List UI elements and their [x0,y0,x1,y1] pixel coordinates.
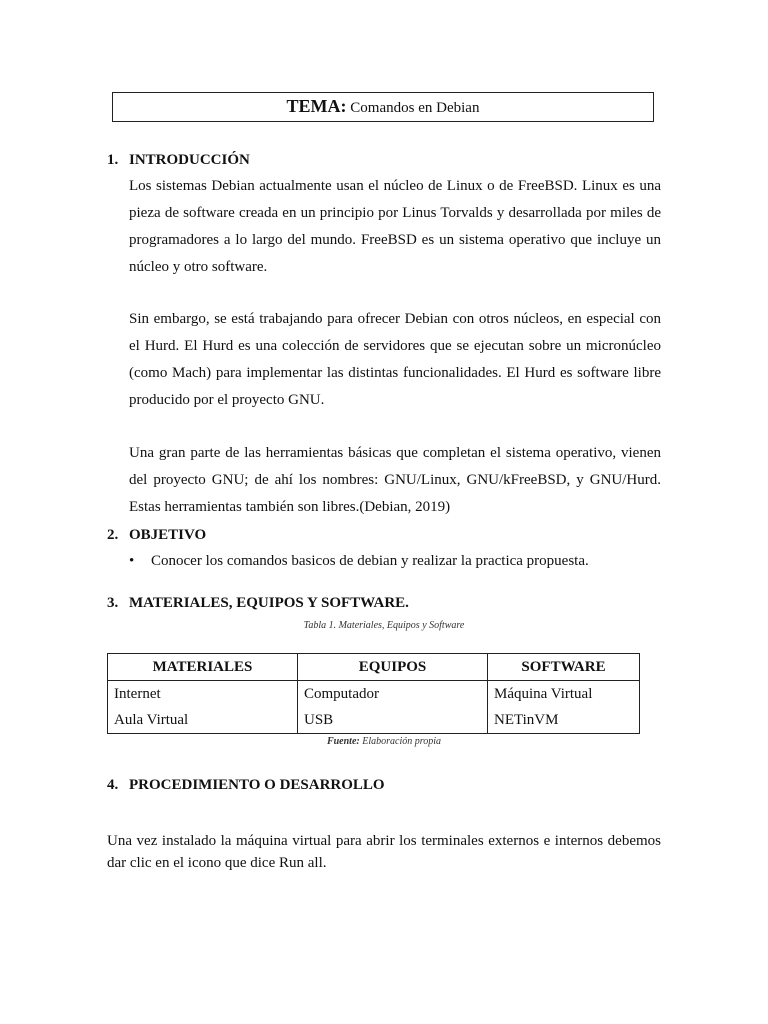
section-title: PROCEDIMIENTO O DESARROLLO [129,777,385,793]
section-title: OBJETIVO [129,527,207,543]
table-cell: Computador [298,681,488,708]
section-heading-materiales [107,594,409,612]
table-row [108,681,640,708]
table-source [107,736,661,747]
title-value: Comandos en Debian [350,100,480,116]
table-header-cell: SOFTWARE [488,654,640,681]
section-title: INTRODUCCIÓN [129,152,250,168]
section-number: 4. [107,777,119,793]
table-header-cell: MATERIALES [108,654,298,681]
section-heading-procedimiento [107,776,385,794]
objective-bullet [129,551,589,571]
section-title: MATERIALES, EQUIPOS Y SOFTWARE. [129,595,409,611]
intro-paragraph-2: Sin embargo, se está trabajando para ofrecer Debian con otros núcleos, en especial con el Hurd. El Hurd es una colección de servidores que se ejecutan sobre un micronúcleo (como Mach) para implementar las distintas funcionalidades. El Hurd es software libre producido por el proyecto GNU. [129,311,661,408]
table-cell: Internet [108,681,298,708]
table-cell: Máquina Virtual [488,681,640,708]
table-cell: Aula Virtual [108,707,298,734]
table-header-cell: EQUIPOS [298,654,488,681]
source-value: Elaboración propia [362,736,442,747]
source-label: Fuente: [326,736,360,747]
intro-paragraph-3: Una gran parte de las herramientas básicas que completan el sistema operativo, vienen del proyecto GNU; de ahí los nombres: GNU/Linux, GNU/kFreeBSD, y GNU/Hurd. Estas herramientas también son libres.(Debian, 2019) [129,445,661,515]
objective-text: Conocer los comandos basicos de debian y realizar la practica propuesta. [151,553,589,569]
table-header-row [108,654,640,681]
title-box [112,92,654,122]
section-number: 3. [107,595,119,611]
section-heading-objetivo [107,526,206,544]
table-caption: Tabla 1. Materiales, Equipos y Software [303,620,465,631]
bullet-icon: • [129,553,135,569]
section-number: 1. [107,152,119,168]
procedure-paragraph: Una vez instalado la máquina virtual para abrir los terminales externos e internos debemos dar clic en el icono que dice Run all. [107,833,661,871]
title-label: TEMA: [286,96,347,116]
section-number: 2. [107,527,119,543]
table-row [108,707,640,734]
intro-paragraph-1: Los sistemas Debian actualmente usan el núcleo de Linux o de FreeBSD. Linux es una pieza de software creada en un principio por Linus Torvalds y desarrollada por miles de programadores a lo largo del mundo. FreeBSD es un sistema operativo que incluye un núcleo y otro software. [129,178,661,275]
section-heading-intro [107,151,250,169]
materials-table [107,653,640,734]
table-cell: NETinVM [488,707,640,734]
table-cell: USB [298,707,488,734]
